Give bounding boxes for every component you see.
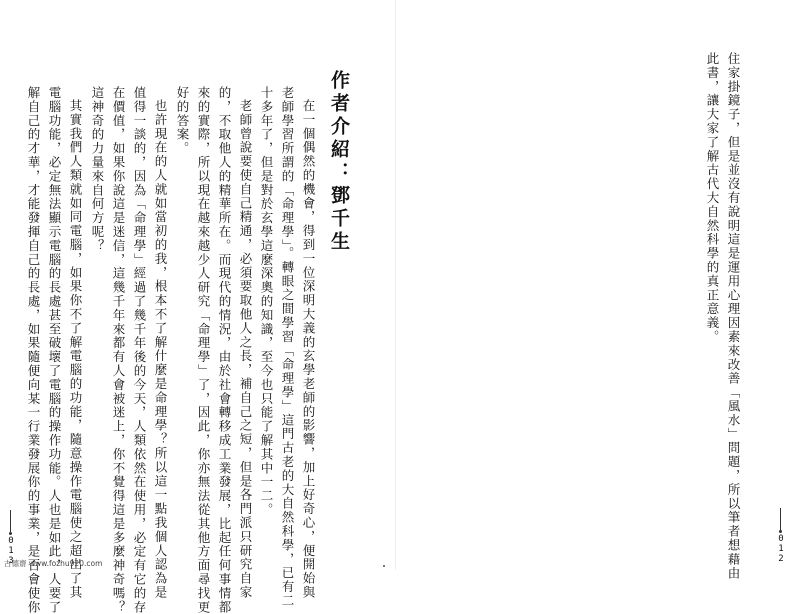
text-column: 在一個偶然的機會，得到一位深明大義的玄學老師的影響，加上好奇心，便開始與 — [301, 99, 316, 600]
text-column: 解自己的才華，才能發揮自己的長處，如果隨便向某一行業發展你的事業，是否會使你 — [26, 86, 41, 614]
page-number: 013 — [6, 536, 16, 566]
text-column: 老師曾說要使自己精通，必須要取他人之長，補自己之短，但是各門派只研究自家 — [238, 99, 253, 600]
text-column: 來的實際，所以現在越來越少人研究「命理學」了，因此，你亦無法從其他方面尋找更 — [196, 86, 211, 614]
text-column: 也許現在的人就如當初的我，根本不了解什麼是命理學？所以這一點我個人認為是 — [153, 99, 168, 600]
text-column: 住家掛鏡子，但是並沒有說明這是運用心理因素來改善「風水」問題，所以筆者想藉由 — [726, 52, 741, 581]
text-column: 好的答案。 — [175, 86, 190, 156]
chapter-title: 作者介紹：鄧千生 — [328, 70, 350, 254]
left-page — [0, 0, 396, 614]
scan-speck — [383, 565, 385, 567]
text-column: 十多年了，但是對於玄學這麼深奧的知識，至今也只能了解其中一二。 — [259, 86, 274, 517]
page-number-rule — [10, 510, 11, 532]
text-column: 的，不取他人的精華所在。而現代的情況，由於社會轉移成工業發展，比起任何事情都 — [217, 86, 232, 614]
text-column: 其實我們人類就如同電腦，如果你不了解電腦的功能，隨意操作電腦使之超出了其 — [68, 99, 83, 600]
page-number-dot — [779, 530, 782, 533]
text-column: 此書，讓大家了解古代大自然科學的真正意義。 — [705, 52, 720, 344]
page-number: 012 — [776, 534, 786, 564]
text-column: 電腦功能，必定無法顯示電腦的長處甚至破壞了電腦的操作功能。人也是如此，人要了 — [47, 86, 62, 614]
right-page — [397, 0, 793, 581]
page-number-rule — [780, 508, 781, 530]
text-column: 在價值，如果你說這是迷信，這幾千年來都有人會被迷上，你不覺得這是多麼神奇嗎？ — [111, 86, 126, 614]
text-column: 這神奇的力量來自何方呢？ — [90, 86, 105, 253]
watermark: 古德齋 www.fozhu920.com — [4, 559, 103, 568]
text-column: 值得一談的，因為「命理學」經過了幾千年後的今天，人類依然在使用，必定有它的存 — [132, 86, 147, 614]
page-number-dot — [9, 532, 12, 535]
text-column: 老師學習所謂的「命理學」。轉眼之間學習「命理學」這門古老的大自然科學，已有二 — [280, 86, 295, 608]
